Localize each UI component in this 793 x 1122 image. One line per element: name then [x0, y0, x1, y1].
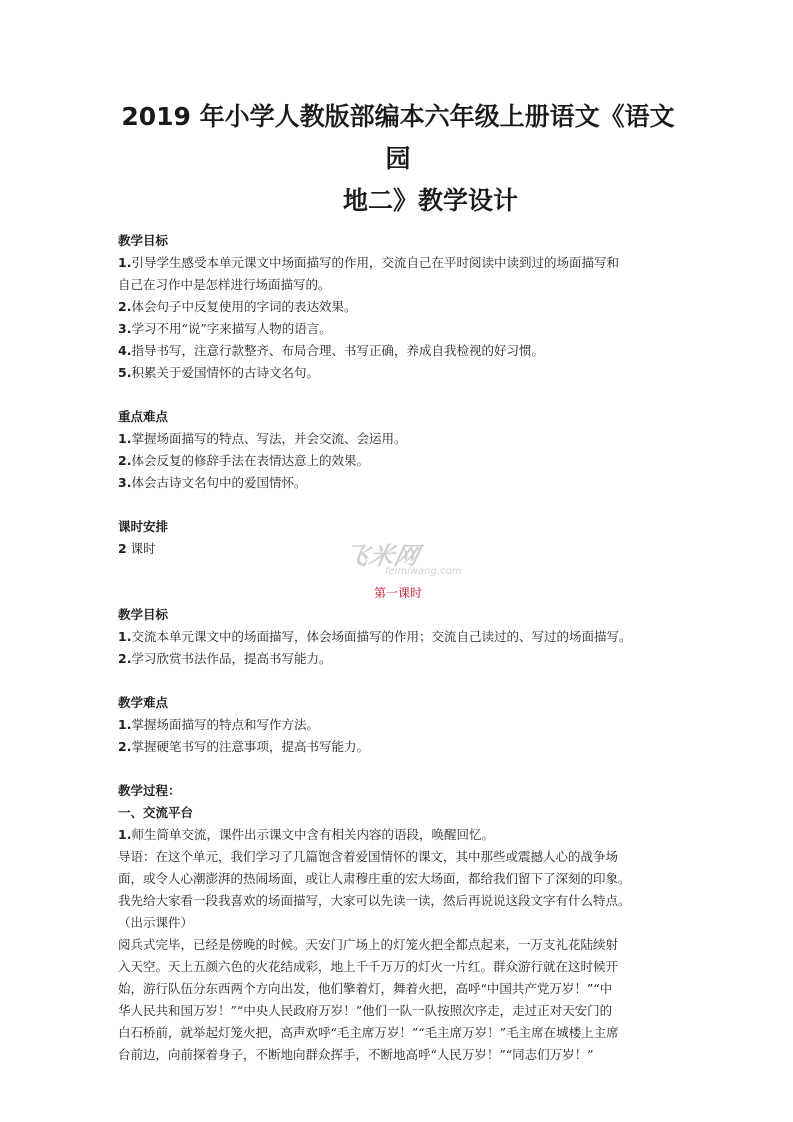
lesson-1-goal-1: 1.交流本单元课文中的场面描写，体会场面描写的作用；交流自己读过的、写过的场面描写。: [118, 629, 632, 644]
intro-line-2: 面，或令人心潮澎湃的热闹场面，或让人肃穆庄重的宏大场面，都给我们留下了深刻的印象。: [118, 871, 631, 886]
watermark-text: 飞米网: [341, 542, 423, 570]
lesson-1-difficulty-2: 2.掌握硬笔书写的注意事项，提高书写能力。: [118, 739, 369, 754]
passage-line-2: 入天空。天上五颜六色的火花结成彩，地上千千万万的灯火一片红。群众游行就在这时候开: [118, 959, 619, 974]
document-page: [118, 96, 678, 1066]
intro-line-3: 我先给大家看一段我喜欢的场面描写，大家可以先读一读，然后再说说这段文字有什么特点。: [118, 893, 631, 908]
intro-line-1: 导语：在这个单元，我们学习了几篇饱含着爱国情怀的课文，其中那些或震撼人心的战争场: [118, 849, 619, 864]
goal-item-2: 2.体会句子中反复使用的字词的表达效果。: [118, 299, 357, 314]
goal-item-3: 3.学习不用“说”字来描写人物的语言。: [118, 321, 332, 336]
passage-line-4: 华人民共和国万岁！”“中央人民政府万岁！”他们一队一队按照次序走，走过正对天安门的: [118, 1003, 613, 1018]
process-step-1: 1.师生简单交流，课件出示课文中含有相关内容的语段，唤醒回忆。: [118, 827, 494, 842]
goal-item-4: 4.指导书写，注意行款整齐、布局合理、书写正确，养成自我检视的好习惯。: [118, 343, 544, 358]
passage-line-3: 始，游行队伍分东西两个方向出发，他们擎着灯，舞着火把，高呼“中国共产党万岁！”“中: [118, 981, 613, 996]
passage-line-6: 台前边，向前探着身子，不断地向群众挥手，不断地高呼“人民万岁！”“同志们万岁！”: [118, 1047, 594, 1062]
schedule-heading: 课时安排: [118, 519, 169, 534]
key-item-3: 3.体会古诗文名句中的爱国情怀。: [118, 475, 307, 490]
lesson-1-difficulty-1: 1.掌握场面描写的特点和写作方法。: [118, 717, 319, 732]
passage-line-1: 阅兵式完毕，已经是傍晚的时候。天安门广场上的灯笼火把全都点起来，一万支礼花陆续射: [118, 937, 619, 952]
lesson-1-goal-2: 2.学习欣赏书法作品，提高书写能力。: [118, 651, 332, 666]
watermark-url: feimiwang.com: [385, 566, 462, 577]
lesson-1-goals-heading: 教学目标: [118, 607, 169, 622]
goal-item-5: 5.积累关于爱国情怀的古诗文名句。: [118, 365, 319, 380]
schedule-value: 2 课时: [118, 541, 156, 556]
key-points-heading: 重点难点: [118, 409, 169, 424]
lesson-1-title: 第一课时: [373, 586, 422, 600]
exchange-platform-heading: 一、交流平台: [118, 805, 194, 820]
goal-item-1-cont: 自己在习作中是怎样进行场面描写的。: [118, 277, 331, 292]
key-item-1: 1.掌握场面描写的特点、写法，并会交流、会运用。: [118, 431, 407, 446]
goal-item-1: 1.引导学生感受本单元课文中场面描写的作用，交流自己在平时阅读中读到过的场面描写和: [118, 255, 619, 270]
intro-line-4: （出示课件）: [118, 915, 194, 930]
title-line-2: 地二》教学设计: [342, 186, 518, 215]
lesson-1-difficulty-heading: 教学难点: [118, 695, 169, 710]
process-heading: 教学过程：: [118, 783, 181, 798]
passage-line-5: 白石桥前，就举起灯笼火把，高声欢呼“毛主席万岁！”“毛主席万岁！”毛主席在城楼上主席: [118, 1025, 619, 1040]
goals-heading: 教学目标: [118, 233, 169, 248]
key-item-2: 2.体会反复的修辞手法在表情达意上的效果。: [118, 453, 369, 468]
document-title: [118, 96, 678, 222]
title-line-1: 2019 年小学人教版部编本六年级上册语文《语文园: [121, 102, 675, 173]
